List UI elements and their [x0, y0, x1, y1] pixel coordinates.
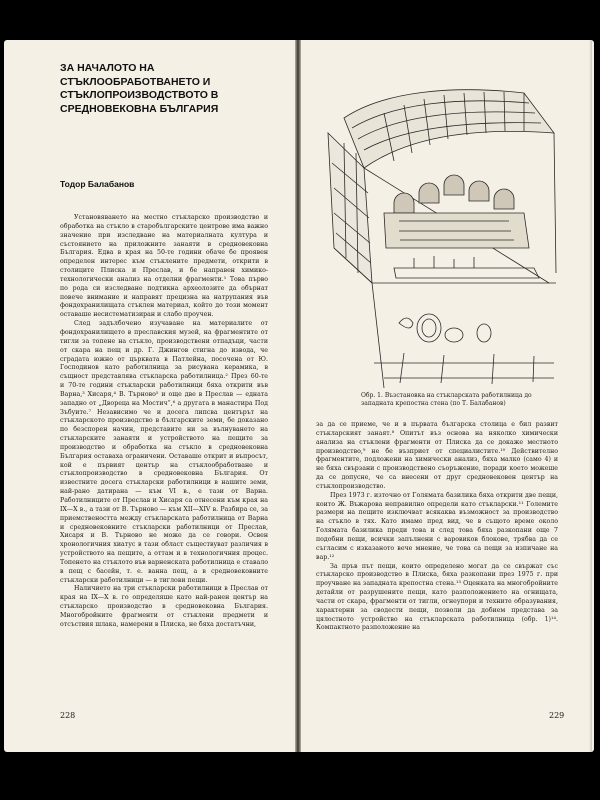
paragraph: Наличието на три стъкларски работилници в Преслав от края на IX—X в. го определяше като най-ранен център на стъкларско производство в средновековна България. Многобройните фрагменти от стъклени предмети и отсъствия шлака, намерени в Плиска, не бяха достатъчни, — [60, 585, 268, 628]
paragraph: За пръв път пещи, които определено могат да се свържат със стъкларско производство в Плиска, бяха разкопани през 1975 г. при проучване на западната крепостна стена.¹³ Оценката на многобройните детайли от разрушените пещи, като разположението на огнищата, части от скара, фрагменти от тигли, огнеупори и техните образувания, характерни за сводести пещи, позволи да добием представа за цялостното устройство на стъкларската работилница (обр. 1)¹⁴. Компактното разположение на — [316, 562, 558, 632]
figure-caption: Обр. 1. Възстановка на стъкларската работилница до западната крепостна стена (по Т. Балабанов) — [361, 392, 532, 407]
left-page-body — [60, 214, 268, 630]
kiln-reconstruction-illustration — [324, 73, 558, 391]
paragraph: за да се приеме, че и в първата българска столица е бил развит стъкларският занаят.⁸ Опитът въз основа на няколко химически анализа на стъклени фрагменти от Плиска да се докаже местното производство,⁹ не бе възприет от специалистите.¹⁰ Действително фрагментите, подложени на химически анализ, бяха малко (само 4) и не бяха свързани с производствено съоръжение, поради което можеше да се допусне, че са внесени от друг средновековен център на стъклопроизводство. — [316, 421, 558, 490]
paragraph: През 1973 г. източно от Голямата базилика бяха открити две пещи, които Ж. Въжарова неправилно определи като стъкларски.¹¹ Големите размери на пещите изключват всякаква възможност за производство на стъкло в тях. Като имаме пред вид, че в същото време около Голямата базилика преди това и след това бяха разкопани още 7 подобни пещи, всички запълнени с варовиков блокове, трябва да се съгласим с изказаното вече мнение, че това са пещи за изпичане на вар.¹² — [316, 491, 558, 561]
page-number-right: 229 — [549, 711, 565, 720]
page-number-left: 228 — [60, 711, 76, 720]
article-author: Тодор Балабанов — [60, 179, 135, 189]
left-page — [4, 40, 295, 752]
paragraph: След задълбочено изучаване на материалите от фондохранилището в преславския музей, на фрагментите от тигли за топене на стъкло, производствени отпадъци, части от скара на пещ и др. Г. Джингов стигна до извода, че сградата южно от църквата в Патлейна, посочена от Ю. Господинов като работилница за рисувана керамика, в същност представлява стъкларска работилница.² През 60-те и 70-те години стъкларски работилници бяха открити във Варна,³ Хисаря,⁴ В. Търново⁵ и още две в Преслав — едната западно от „Двореца на Мостич“,⁶ а другата в манастира Под Зъбуите.⁷ Независимо че и досега липсва центърът на стъкларското производство в българските земи, бе доказано по безспорен начин, представите ни за вълнуването на стъкларските занаяти и устройството на пещите за производство и обработка на стъкло в средновековна България оставаха ограничени. Оставаше открит и въпросът, кой е първият център на стъклообработване и стъклопроизводство в средновековна България. От известните досега стъкларски работилници в нашите земи, най-рано датирана — към VI в., е тази от Варна. Работилниците от Преслав и Хисаря са отнесени към края на IX—X в., а тази от В. Търново — към XII—XIV в. Разбира се, за приемствеността между стъкларската работилница от Варна и средновековните стъкларски работилници от Преслав, Хисаря и В. Търново не може да се говори. Освен хронологичния хиатус в тази област съществуват различия в устройството на пещите, а оттам и в технологичния процес. Топенето на стъклото във варненската работилница е ставало в пещ с басейн, т. е. ванна пещ, а в средновековните стъкларски работилници — в тиглови пещи. — [60, 320, 268, 584]
right-page — [301, 40, 594, 752]
page-edge — [589, 40, 592, 752]
article-title: ЗА НАЧАЛОТО НА СТЪКЛООБРАБОТВАНЕТО И СТЪКЛОПРОИЗВОДСТВОТО В СРЕДНОВЕКОВНА БЪЛГАРИЯ — [60, 62, 219, 115]
right-page-body — [316, 421, 558, 633]
paragraph: Установяването на местно стъкларско производство и обработка на стъкло в старобългарските центрове има важно значение при изследване на материалната култура и състоянието на приложните занаяти в средновековна България. Едва в края на 50-те години обаче бе проявен определен интерес към стъклените предмети, открити в столиците Плиска и Преслав, и бе направен химико-технологически анализ на отделни фрагменти.¹ Това първо по рода си изследване подтикна археолозите да обърнат повече внимание и направят прецизна на натрупания във фондохранилищата стъклен материал, който до този момент оставаше несистематизиран и слабо проучен. — [60, 214, 268, 319]
